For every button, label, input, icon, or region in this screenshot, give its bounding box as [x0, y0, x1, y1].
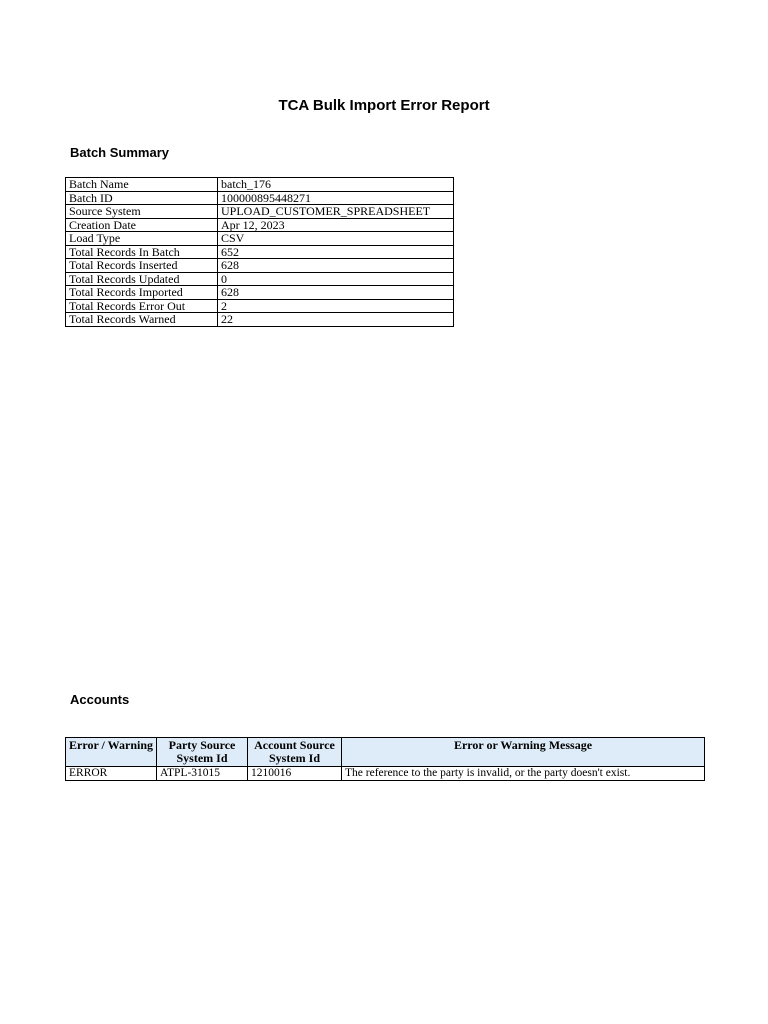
- report-title: TCA Bulk Import Error Report: [278, 97, 490, 114]
- summary-value: 22: [218, 313, 454, 327]
- summary-label: Load Type: [66, 232, 218, 246]
- summary-row: [66, 245, 454, 259]
- summary-row: [66, 299, 454, 313]
- table-row: [66, 767, 705, 781]
- summary-value: batch_176: [218, 178, 454, 192]
- summary-row: [66, 232, 454, 246]
- summary-label: Total Records Updated: [66, 272, 218, 286]
- column-header-account-source-system-id: Account Source System Id: [248, 738, 342, 767]
- summary-label: Total Records Warned: [66, 313, 218, 327]
- summary-row: [66, 218, 454, 232]
- party-source-system-id-cell: ATPL-31015: [157, 767, 248, 781]
- summary-label: Total Records Imported: [66, 286, 218, 300]
- summary-value: 2: [218, 299, 454, 313]
- summary-value: UPLOAD_CUSTOMER_SPREADSHEET: [218, 205, 454, 219]
- column-header-message: Error or Warning Message: [342, 738, 705, 767]
- summary-row: [66, 259, 454, 273]
- summary-label: Total Records Inserted: [66, 259, 218, 273]
- summary-label: Creation Date: [66, 218, 218, 232]
- summary-row: [66, 191, 454, 205]
- summary-row: [66, 286, 454, 300]
- summary-value: 652: [218, 245, 454, 259]
- accounts-heading: Accounts: [70, 692, 130, 707]
- summary-value: 628: [218, 259, 454, 273]
- summary-value: 628: [218, 286, 454, 300]
- account-source-system-id-cell: 1210016: [248, 767, 342, 781]
- batch-summary-heading: Batch Summary: [70, 145, 169, 160]
- accounts-table: [65, 737, 705, 781]
- message-cell: The reference to the party is invalid, or the party doesn't exist.: [342, 767, 705, 781]
- summary-label: Total Records In Batch: [66, 245, 218, 259]
- summary-value: 100000895448271: [218, 191, 454, 205]
- summary-label: Total Records Error Out: [66, 299, 218, 313]
- accounts-header-row: [66, 738, 705, 767]
- column-header-party-source-system-id: Party Source System Id: [157, 738, 248, 767]
- summary-row: [66, 205, 454, 219]
- error-type-cell: ERROR: [66, 767, 157, 781]
- summary-value: 0: [218, 272, 454, 286]
- summary-row: [66, 178, 454, 192]
- batch-summary-table: [65, 177, 454, 327]
- summary-label: Batch ID: [66, 191, 218, 205]
- summary-row: [66, 313, 454, 327]
- summary-value: CSV: [218, 232, 454, 246]
- summary-label: Batch Name: [66, 178, 218, 192]
- summary-row: [66, 272, 454, 286]
- summary-label: Source System: [66, 205, 218, 219]
- column-header-error-warning: Error / Warning: [66, 738, 157, 767]
- summary-value: Apr 12, 2023: [218, 218, 454, 232]
